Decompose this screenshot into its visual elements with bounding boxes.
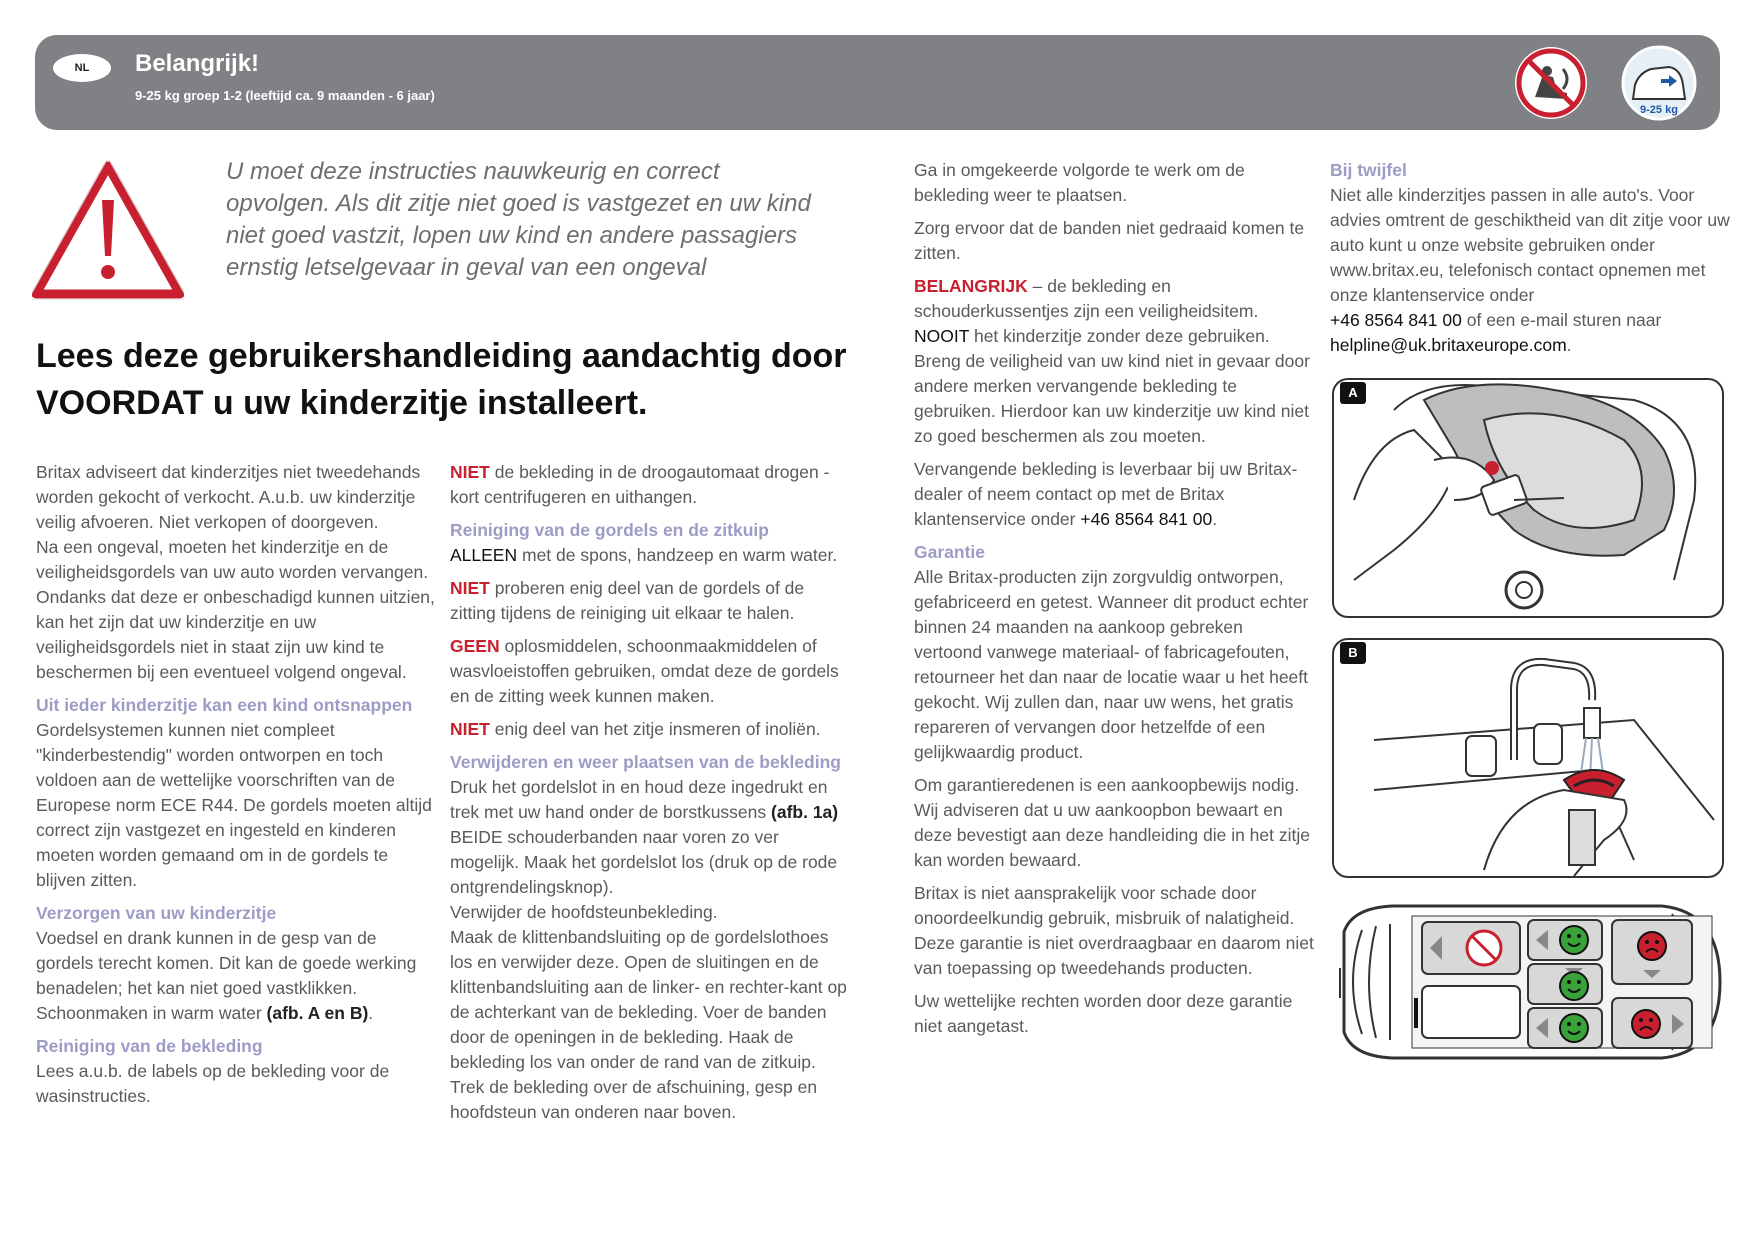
text: . [368,1003,374,1023]
column-3 [914,158,1314,1047]
phone-number: +46 8564 841 00 [1080,509,1213,529]
subheading: Garantie [914,542,985,562]
subheading: Reiniging van de gordels en de zitkuip [450,520,769,540]
text: – de bekleding en schouderkussentjes zijn een veiligheidsitem. [914,276,1259,321]
paragraph [450,543,850,568]
text: oplosmiddelen, schoonmaakmiddelen of wasvloeistoffen gebruiken, omdat deze de gordels en de zitting week kunnen maken. [450,636,839,706]
paragraph: Britax adviseert dat kinderzitjes niet tweedehands worden gekocht of verkocht. A.u.b. uw kinderzitje veilig afvoeren. Niet verkopen of doorgeven. [36,462,421,532]
text: BEIDE schouderbanden naar voren zo ver mogelijk. Maak het gordelslot los (druk op de rode ontgrendelingsknop). [450,827,838,897]
text: enig deel van het zitje insmeren of inoliën. [489,719,821,739]
text: het kinderzitje zonder deze gebruiken. Breng de veiligheid van uw kind niet in gevaar door andere merken vervangende bekleding te gebruiken. Hierdoor kan uw kinderzitje uw kind niet zo goed beschermen als zou moeten. [914,326,1310,446]
text: de bekleding in de droogautomaat drogen - kort centrifugeren en uithangen. [450,462,830,507]
weight-group-icon [1621,45,1697,121]
subheading: Bij twijfel [1330,160,1407,180]
paragraph [450,460,850,510]
figure-b-illustration [1334,640,1722,876]
emphasis: ALLEEN [450,545,518,565]
warning-triangle-icon [32,160,184,300]
emphasis: NIET [450,719,490,739]
text: . [1566,335,1572,355]
no-airbag-icon [1513,45,1589,121]
main-heading-line2: VOORDAT u uw kinderzitje installeert. [36,384,648,422]
main-heading [36,333,856,427]
column-2 [450,460,850,1133]
car-seating-diagram [1332,902,1722,1062]
weight-badge: 9-25 kg [1640,104,1678,116]
paragraph: Britax is niet aansprakelijk voor schade door onoordeelkundig gebruik, misbruik of nalatigheid. Deze garantie is niet overdraagbaar en daarom niet van toepassing op tweedehands producten. [914,883,1314,978]
paragraph: Lees a.u.b. de labels op de bekleding voor de wasinstructies. [36,1061,390,1106]
figure-a [1332,378,1724,618]
emphasis: NIET [450,578,490,598]
paragraph: Verwijder de hoofdsteunbekleding. [450,902,718,922]
figure-b [1332,638,1724,878]
text: Niet alle kinderzitjes passen in alle auto's. Voor advies omtrent de geschiktheid van dit zitje voor uw auto kunt u onze website gebruiken onder www.britax.eu, telefonisch contact opnemen met onze klantenservice onder [1330,185,1730,305]
figure-reference: (afb. 1a) [771,802,839,822]
text: . [1212,509,1218,529]
paragraph: Trek de bekleding over de afschuining, gesp en hoofdsteun van onderen naar boven. [450,1077,818,1122]
figure-b-label: B [1340,642,1366,664]
emphasis: NIET [450,462,490,482]
paragraph: Zorg ervoor dat de banden niet gedraaid komen te zitten. [914,218,1305,263]
phone-number: +46 8564 841 00 [1330,310,1462,330]
emphasis: BELANGRIJK [914,276,1028,296]
paragraph [914,274,1314,449]
paragraph [914,457,1314,532]
text: of een e-mail sturen naar [1461,310,1662,330]
text: Voedsel en drank kunnen in de gesp van de gordels terecht komen. Dit kan de goede werking benadelen; het kan niet goed vastklikken. Schoonmaken in warm water [36,928,417,1023]
figure-a-label: A [1340,382,1366,404]
figure-a-illustration [1334,380,1722,616]
paragraph [36,926,436,1026]
paragraph [1330,183,1730,358]
paragraph: Maak de klittenbandsluiting op de gordelslothoes los en verwijder deze. Open de sluitingen en de klittenbandsluiting aan de linker- en rechter-kant op de achterkant van de bekleding. Voer de banden door de openingen in de bekleding. Haak de bekleding los van onder de rand van de zitkuip. [450,927,847,1072]
paragraph: Ga in omgekeerde volgorde te werk om de bekleding weer te plaatsen. [914,160,1245,205]
header-bar [35,35,1720,130]
text: Vervangende bekleding is leverbaar bij uw Britax-dealer of neem contact op met de Britax klantenservice onder [914,459,1298,529]
email-address: helpline@uk.britaxeurope.com [1330,335,1567,355]
header-title: Belangrijk! [135,50,260,77]
subheading: Uit ieder kinderzitje kan een kind ontsnappen [36,695,413,715]
subheading: Reiniging van de bekleding [36,1036,263,1056]
paragraph [450,634,850,709]
header-subtitle: 9-25 kg groep 1-2 (leeftijd ca. 9 maanden - 6 jaar) [135,88,435,103]
paragraph: Na een ongeval, moeten het kinderzitje en de veiligheidsgordels van uw auto worden vervangen. Ondanks dat deze er onbeschadigd kunnen uitzien, kan het zijn dat uw kinderzitje en uw veiligheidsgordels niet in staat zijn uw kind te beschermen bij een eventueel volgend ongeval. [36,537,435,682]
text: proberen enig deel van de gordels of de zitting tijdens de reiniging uit elkaar te halen. [450,578,805,623]
paragraph [450,775,850,900]
column-1 [36,460,436,1117]
figure-reference: (afb. A en B) [266,1003,369,1023]
emphasis: GEEN [450,636,500,656]
paragraph [450,576,850,626]
language-badge: NL [53,54,111,82]
warning-text: U moet deze instructies nauwkeurig en correct opvolgen. Als dit zitje niet goed is vastgezet en uw kind niet goed vastzit, lopen uw kind en andere passagiers ernstig letselgevaar in geval van een ongeval [226,158,811,281]
paragraph: Gordelsystemen kunnen niet compleet "kinderbestendig" worden ontworpen en toch voldoen aan de wettelijke voorschriften van de Europese norm ECE R44. De gordels moeten altijd correct zijn vastgezet en ingesteld en kinderen moeten worden gemaand om in de gordels te blijven zitten. [36,720,432,890]
main-heading-line1: Lees deze gebruikershandleiding aandachtig door [36,337,847,375]
column-4 [1330,158,1730,366]
paragraph: Uw wettelijke rechten worden door deze garantie niet aangetast. [914,991,1293,1036]
paragraph [450,717,850,742]
text: Druk het gordelslot in en houd deze ingedrukt en trek met uw hand onder de borstkussens [450,777,828,822]
subheading: Verzorgen van uw kinderzitje [36,903,277,923]
paragraph: Alle Britax-producten zijn zorgvuldig ontworpen, gefabriceerd en getest. Wanneer dit product echter binnen 24 maanden na aankoop gebreken vertoond vanwege materiaal- of fabricagefouten, retourneer het dan naar de locatie waar u het heeft gekocht. Wij zullen dan, naar uw wens, het gratis repareren of vervangen door hetzelfde of een gelijkwaardig product. [914,567,1309,762]
text: met de spons, handzeep en warm water. [517,545,838,565]
emphasis: NOOIT [914,326,970,346]
subheading: Verwijderen en weer plaatsen van de bekleding [450,752,841,772]
paragraph: Om garantieredenen is een aankoopbewijs nodig. Wij adviseren dat u uw aankoopbon bewaart en deze bevestigt aan deze handleiding die in het zitje kan worden bewaard. [914,775,1310,870]
